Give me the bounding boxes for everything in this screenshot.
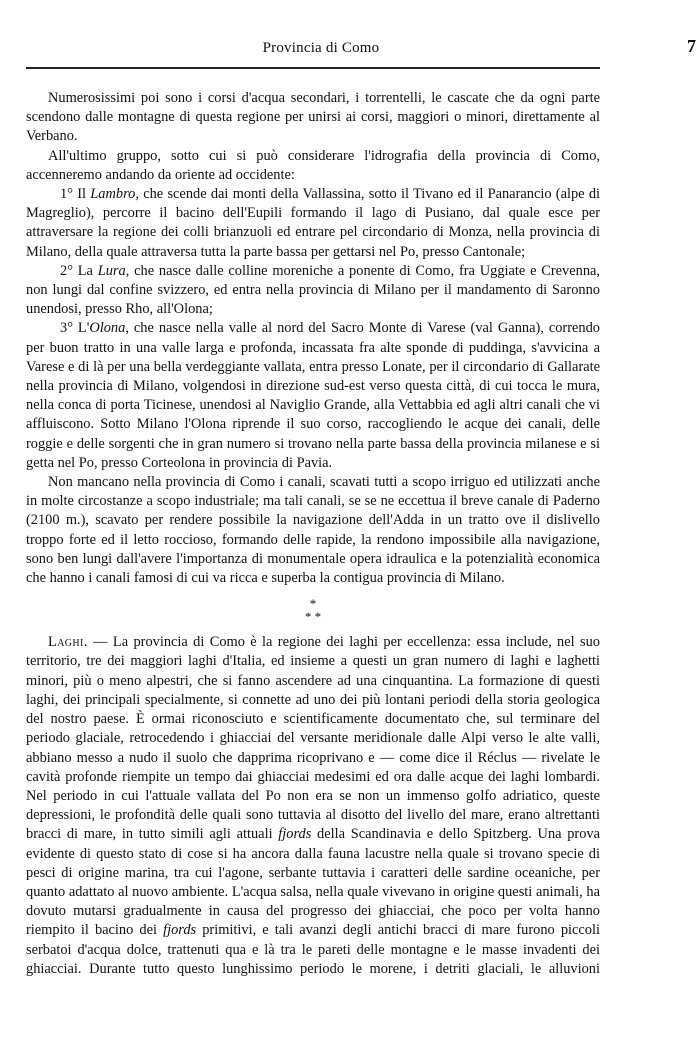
item-number: 2° La bbox=[60, 262, 98, 279]
term-fjords: fjords bbox=[278, 826, 312, 843]
section-heading-laghi: Laghi. bbox=[48, 634, 88, 651]
asterism-divider bbox=[26, 597, 600, 623]
term-fjords: fjords bbox=[163, 922, 197, 939]
list-item-lambro bbox=[26, 185, 600, 262]
laghi-end: primitivi, e tali avanzi degli antichi bracci di mare furono piccoli serbatoi d'acqua dolce, trattenuti qua e là tra le pareti delle montagne e le masse invadenti dei ghiacciai. Durante tutto questo lunghissimo periodo le morene, i detriti glaciali, le alluvioni bbox=[26, 922, 601, 977]
river-name: Olona bbox=[89, 320, 126, 337]
asterism-bottom: * * bbox=[304, 609, 322, 625]
running-title: Provincia di Como bbox=[262, 40, 380, 56]
list-item-lura bbox=[26, 262, 600, 320]
paragraph-hydrography-intro: All'ultimo gruppo, sotto cui si può considerare l'idrografia della provincia di Como, accenneremo andando da oriente ad occidente: bbox=[26, 147, 600, 183]
river-name: Lura bbox=[97, 262, 126, 279]
item-number: 1° Il bbox=[60, 186, 91, 203]
paragraph-laghi bbox=[26, 633, 600, 979]
page-number: 7 bbox=[687, 36, 696, 56]
asterism-top: * bbox=[309, 596, 317, 612]
running-head bbox=[26, 36, 696, 64]
laghi-intro: — La provincia di Como è la regione dei laghi per eccellenza: essa include, nel suo territorio, tre dei maggiori laghi d'Italia, ed insieme a questi un gran numero di laghi e laghetti minori, più o meno alpestri, che si fanno ascendere ad una cinquantina. La formazione di questi laghi, dei principali specialmente, si connette ad uno dei più lontani periodi della storia geologica del nostro paese. È ormai riconosciuto e scientificamente documentato che, sul terminare del periodo glaciale, retrocedendo i ghiacciai del versante meridionale dalle Alpi verso le alte valli, abbiano messo a nudo il suolo che dapprima ricoprivano e — come dice il Réclus — rivelate le cavità profonde riempite un tempo dai ghiacciai medesimi ed ora dalle acque dei laghi lombardi. Nel periodo in cui l'attuale vallata del Po non era se non un immenso golfo adriatico, queste depressioni, le profondità delle quali sono tuttavia al disotto del livello del mare, erano altrettanti bracci di mare, in tutto simili agli attuali bbox=[26, 634, 600, 843]
paragraph-secondary-streams: Numerosissimi poi sono i corsi d'acqua secondari, i torrentelli, le cascate che da ogni parte scendono dalle montagne di questa regione per unirsi ai corsi, maggiori o minori, direttamente al Verbano. bbox=[26, 90, 600, 145]
paragraph-canals: Non mancano nella provincia di Como i canali, scavati tutti a scopo irriguo ed utilizzati anche in molte circostanze a scopo industriale; ma tali canali, se se ne eccettua il breve canale di Paderno (2100 m.), scavato per rendere possibile la navigazione dell'Adda in un tratto ove il dislivello troppo forte ed il letto roccioso, formando delle rapide, la rendono impossibile alla navigazione, sono ben lungi dall'avere l'importanza di monumentale opera idraulica e la potenzialità economica che hanno i canali famosi di cui va ricca e superba la contigua provincia di Milano. bbox=[26, 474, 600, 587]
body-text bbox=[26, 89, 600, 979]
laghi-mid: della Scandinavia e dello Spitzberg. Una prova evidente di questo stato di cose si ha ancora dalla fauna lacustre nella quale si trovano specie di pesci di origine marina, tra cui l'agone, serbante tuttavia i caratteri delle sardine oceaniche, per quanto adattato al nuovo ambiente. L'acqua salsa, nella quale vivevano in origine questi animali, ha dovuto mutarsi gradualmente in causa del progresso dei ghiacciai, che poco per volta hanno riempito il bacino dei bbox=[26, 826, 600, 939]
river-name: Lambro bbox=[90, 186, 136, 203]
list-item-olona bbox=[26, 319, 600, 473]
item-number: 3° L' bbox=[60, 320, 90, 337]
item-text: , che scende dai monti della Vallassina, sotto il Tivano ed il Panarancio (alpe di Magreglio), percorre il bacino dell'Eupili formando il lago di Pusiano, dal quale esce per attraversare la regione dei colli brianzuoli ed entrare pel circondario di Monza, nella provincia di Milano, della quale attraversa tutta la parte bassa per gettarsi nel Po, presso Cantonale; bbox=[26, 186, 601, 260]
header-rule bbox=[26, 67, 600, 69]
item-text: , che nasce nella valle al nord del Sacro Monte di Varese (val Ganna), correndo per buon tratto in una valle larga e profonda, incassata fra alte sponde di puddinga, s'avvicina a Varese e di là per una bella verdeggiante vallata, entra presso Lonate, per il circondario di Gallarate nella provincia di Milano, volgendosi in direzione sud-est verso questa città, di cui tocca le mura, nella conca di porta Ticinese, unendosi al Naviglio Grande, alla Vettabbia ed agli altri canali che vi affluiscono. Sotto Milano l'Olona riprende il suo corso, raccogliendo le acque dei canali, delle roggie e delle sorgenti che in gran numero si trovano nella parte bassa della provincia milanese e si getta nel Po, presso Corteolona in provincia di Pavia. bbox=[26, 320, 600, 471]
item-text: , che nasce dalle colline moreniche a ponente di Como, fra Uggiate e Crevenna, non lungi dal confine svizzero, ed entra nella provincia di Milano per il mandamento di Saronno unendosi, presso Rho, all'Olona; bbox=[26, 262, 600, 318]
